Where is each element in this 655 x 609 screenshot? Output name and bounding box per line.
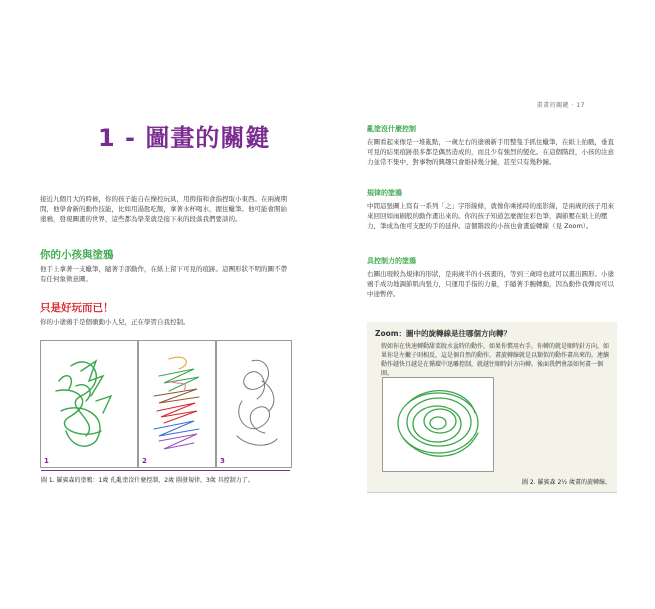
zoom-title: Zoom：圖中的旋轉線是往哪個方向轉？ [375,329,512,338]
section-text-fun: 你的小塗鴉手是個衝動小人兒，正在學習自我控制。 [40,318,190,326]
figure-1 [40,340,290,466]
figure-1-caption: 圖 1. 羅賓森的塗鴉：1歲 孔亂塗沒什麼控制，2歲 圖發規律，3歲 具控制力了。 [41,477,254,484]
scribble-image-1 [41,341,137,467]
section-title-scribble: 你的小孩與塗鴉 [40,249,114,261]
intro-paragraph: 接近九個月大的時候，你的孩子能自在操控玩具，用拇指和食指捏取小東西。在兩歲期間，他學會新的動作技能，比如用湯匙吃飯，拿著水杯喝水，握住蠟筆。他可能會開始塗鴉，發現圖畫的世界，這些都為學業就是接下來的段落我們要談的。 [40,195,287,223]
section-title-controlled: 具控制力的塗鴉 [367,257,416,265]
section-text-uncontrolled: 在圖看起來像是一堆亂點，一歲左右的塗鴉新手用整隻手抓住蠟筆，在紙上拍戳，垂直可見的結果痕跡很多都是偶然造成的，而且少有強烈的變化。在這個階段，小孩的注意力並常不集中，對事物的興趣只會維持幾分鐘，甚至只有幾秒鐘。 [367,138,614,166]
scribble-image-2 [139,341,215,467]
figure-2-caption: 圖 2. 羅賓森 2½ 歲畫的旋轉線。 [522,479,611,486]
caption-divider [41,470,290,471]
scribble-image-3 [217,341,291,467]
section-text-scribble: 他手上拿著一支蠟筆，隨著手部動作，在紙上留下可見的痕跡。這團形狀不明的圖不帶有任何象徵意圖。 [40,265,287,283]
section-text-regular: 中間這張圖上寫有一系列「之」字形線條，就像你乘搖時的座影線，是兩歲的孩子用來來回回如雨刷般的動作畫出來的。你的孩子知道怎麼握住彩色筆，調節壓在紙上的壓力，筆成為他可支配的手的延伸。這個階段的小孩也會畫旋轉線（見 Zoom）。 [367,202,614,230]
zoom-text: 假如你在快速轉動甜菜脫水盆時的動作，如果你慣用右手，你轉的就是順時針方向，如果你是左撇子則相反，這是個自然的動作，畫旋轉線就是以類似的動作畫出來的。連續動作越快且越是在循環中迅雕控制，就越往順時針方向轉。後面我們會談如何畫一個圈。 [381,343,610,377]
section-title-fun: 只是好玩而已！ [40,302,114,314]
section-title-uncontrolled: 亂塗沒什麼控制 [367,125,416,133]
figure-panel-label: 3 [220,457,225,465]
figure-panel-1 [40,340,138,468]
figure-panel-2 [138,340,216,468]
zoom-divider [367,492,617,493]
running-head: 畫畫的關鍵 · 17 [536,102,585,109]
figure-panel-3 [216,340,292,468]
spiral-image [383,378,493,471]
figure-panel-label: 2 [142,457,147,465]
section-text-controlled: 右圖出現較為規律的形狀，是兩歲半的小孩畫的，等到三歲時也就可以畫出圓形。小塗鴉手成功地調節肌肉張力，只運用手指的力量，手隨著手腕轉動，因為動作我彈而可以中途暫停。 [367,270,614,298]
section-title-regular: 規律的塗鴉 [367,189,402,197]
figure-panel-label: 1 [44,457,49,465]
spiral-drawing-panel [382,377,494,472]
chapter-title: 1 - 圖畫的關鍵 [98,124,271,152]
